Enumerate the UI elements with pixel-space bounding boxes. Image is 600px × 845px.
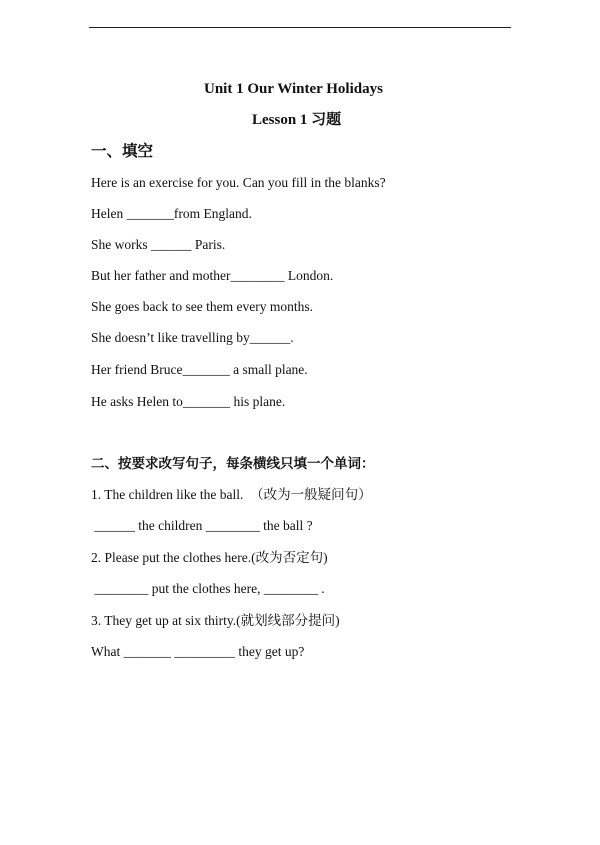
exercise-line: But her father and mother________ London. [91, 268, 334, 283]
document-subtitle: Lesson 1 习题 [252, 112, 342, 128]
exercise-line: Her friend Bruce_______ a small plane. [91, 362, 308, 377]
rewrite-line: 2. Please put the clothes here.(改为否定句) [91, 550, 328, 565]
rewrite-line: 3. They get up at six thirty.(就划线部分提问) [91, 613, 340, 628]
rewrite-line: What _______ _________ they get up? [91, 644, 305, 659]
rewrite-line: ______ the children ________ the ball ? [91, 518, 313, 533]
exercise-line: She doesn’t like travelling by______. [91, 330, 294, 345]
section1-heading: 一、填空 [91, 143, 154, 160]
exercise-line: Here is an exercise for you. Can you fill in the blanks? [91, 175, 386, 190]
document-title: Unit 1 Our Winter Holidays [204, 81, 383, 97]
exercise-line: Helen _______from England. [91, 206, 252, 221]
exercise-line: She goes back to see them every months. [91, 299, 313, 314]
header-rule [89, 27, 511, 28]
exercise-line: He asks Helen to_______ his plane. [91, 394, 286, 409]
rewrite-line: 1. The children like the ball. （改为一般疑问句） [91, 487, 372, 502]
section2-heading: 二、按要求改写句子，每条横线只填一个单词： [91, 456, 375, 471]
exercise-line: She works ______ Paris. [91, 237, 226, 252]
rewrite-line: ________ put the clothes here, ________ . [91, 581, 325, 596]
